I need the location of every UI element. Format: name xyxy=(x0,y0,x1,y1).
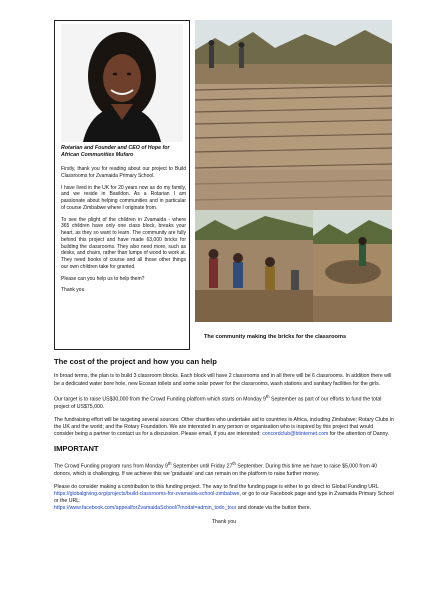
brick-field-photo xyxy=(195,20,392,210)
brickmaking-image xyxy=(195,210,313,322)
brick-field-image xyxy=(195,20,392,210)
founder-portrait xyxy=(61,24,183,142)
water-hole-image xyxy=(313,210,392,322)
target-paragraph: Our target is to raise US$30,000 from the Crowd Funding platform which starts on Monday 9th September as part of our efforts to fund the total project of US$75,000. xyxy=(54,393,382,410)
cost-paragraph: In broad terms, the plan is to build 3 classroom blocks. Each block will have 2 classrooms and in all there will be 6 classrooms. In addition there will be a dedicated water bore hole, new Ecosan toilets and some solar power for the classrooms, wash stations and sanitary facilities for the girls. xyxy=(54,373,392,387)
donate-paragraph: Please do consider making a contribution to this funding project. The way to find the funding page is either to go direct to Global Funding URL https://globalgiving.org/projects/build-classrooms-for-zvamaida-school-zimbabwe, or go to our Facebook page and type in Zvamaida Primary School or the URL: https://www.facebook.com/appealforZvamaidaSchool/?modal=admin_todo_tour and donate via the button there. xyxy=(54,483,394,512)
profile-letter xyxy=(61,166,186,299)
contact-email-link[interactable]: concordclub@btinternet.com xyxy=(262,431,329,438)
profile-box xyxy=(54,20,190,350)
photo-caption: The community making the bricks for the classrooms xyxy=(204,334,347,340)
cost-heading: The cost of the project and how you can help xyxy=(54,357,217,366)
letter-paragraph: Please can you help us to help them? xyxy=(61,275,145,282)
globalgiving-link[interactable]: https://globalgiving.org/projects/build-classrooms-for-zvamaida-school-zimbabwe xyxy=(54,491,240,498)
brickmaking-photo xyxy=(195,210,313,322)
crowdfunding-paragraph: The Crowd Funding program runs from Monday 9th September until Friday 27th September. During this time we have to raise $5,000 from 40 donors, which is challenging. If we achieve this we 'graduate' and can remain on the platform to raise further money. xyxy=(54,460,377,477)
water-hole-photo xyxy=(313,210,392,322)
letter-paragraph: To see the plight of the children in Zvamaida - where 365 children have only one class block, breaks your heart, as they so want to learn. The community are fully behind this project and have made 63,000 bricks for building the classrooms. They also need more, such as desks, and chairs, rather than lumps of wood to work at. They need books of course and all those other things our own children take for granted. xyxy=(61,216,186,270)
letter-paragraph: Firstly, thank you for reading about our project to Build Classrooms for Zvamaida Primary School. xyxy=(61,166,186,179)
founder-portrait-image xyxy=(61,24,183,142)
important-heading: IMPORTANT xyxy=(54,444,99,454)
fundraising-paragraph: The fundraising effort will be targeting several sources: Other charities who undertake aid to countries in Africa, including Zimbabwe; Rotary Clubs in the UK and the world; and the Rotary Foundation. We are interested in any person or organisation who is inspired by this project that would consider being a partner to contact us for a discussion. Please email, if you are interested: concordclub@btinternet.com for the attention of Danny. xyxy=(54,416,394,438)
letter-paragraph: I have lived in the UK for 20 years now as do my family, and we reside in Basildon. As a Rotarian I am passionate about helping communities and in particular of course Zimbabwe where I originate from. xyxy=(61,184,186,211)
letter-signoff: Thank you xyxy=(61,287,85,294)
closing-thanks: Thank you xyxy=(211,518,237,525)
main-content xyxy=(54,357,394,532)
facebook-link[interactable]: https://www.facebook.com/appealforZvamaidaSchool/?modal=admin_todo_tour xyxy=(54,505,237,512)
portrait-caption: Rotarian and Founder and CEO of Hope for African Communities Mufaro xyxy=(61,145,170,158)
